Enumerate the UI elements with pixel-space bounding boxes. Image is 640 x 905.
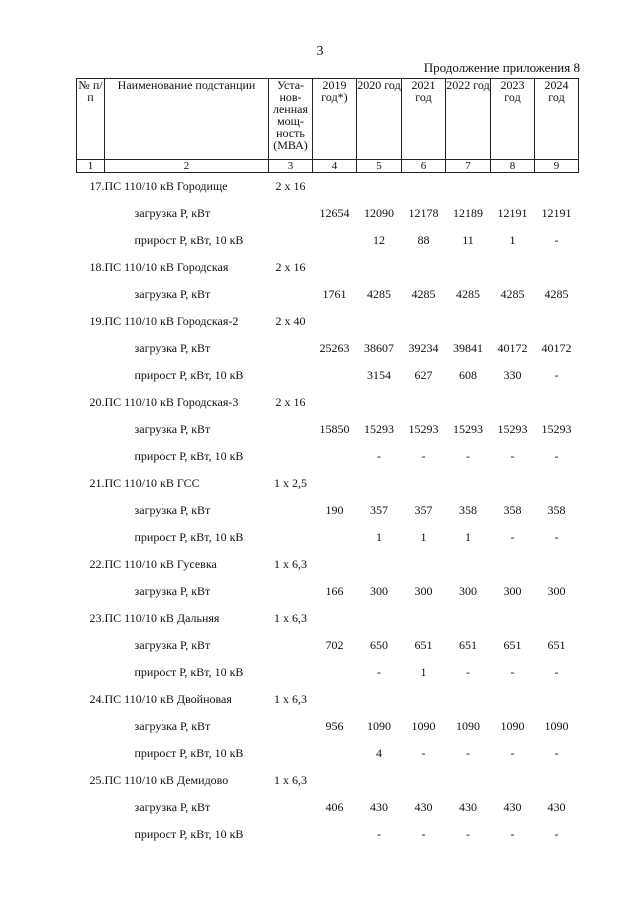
year-value <box>402 470 446 497</box>
year-value: 430 <box>547 800 566 814</box>
year-value <box>491 605 535 632</box>
table-row <box>77 200 579 227</box>
year-value <box>402 308 446 335</box>
year-value: 12191 <box>541 206 572 220</box>
table-row <box>77 362 579 389</box>
row-number <box>77 362 105 389</box>
row-number <box>77 443 105 470</box>
year-value: 1090 <box>544 719 569 733</box>
row-label: загрузка Р, кВт <box>134 800 211 814</box>
year-value: 4 <box>376 746 382 760</box>
year-value: - <box>421 746 426 760</box>
table-row <box>77 551 579 578</box>
year-value: 430 <box>503 800 522 814</box>
year-value: 15850 <box>319 422 350 436</box>
year-value: - <box>510 827 515 841</box>
year-value <box>446 767 491 794</box>
header-year-2019: 2019 год*) <box>313 79 357 160</box>
header-year-2023: 2023 год <box>491 79 535 160</box>
header-year-2020: 2020 год <box>357 79 402 160</box>
row-number <box>77 335 105 362</box>
year-value <box>313 227 357 254</box>
installed-power <box>269 416 313 443</box>
installed-power <box>269 578 313 605</box>
year-value <box>535 551 579 578</box>
header-year-2021: 2021 год <box>402 79 446 160</box>
year-value: 88 <box>417 233 430 247</box>
table-row <box>77 794 579 821</box>
year-value: 40172 <box>541 341 572 355</box>
column-number: 1 <box>77 160 105 173</box>
year-value: 1090 <box>500 719 525 733</box>
row-label: прирост Р, кВт, 10 кВ <box>134 233 244 247</box>
year-value: 25263 <box>319 341 350 355</box>
installed-power <box>269 497 313 524</box>
installed-power: 2 х 16 <box>275 260 306 274</box>
substation-name: ПС 110/10 кВ Городская <box>104 260 229 274</box>
table-row <box>77 524 579 551</box>
year-value: 651 <box>414 638 433 652</box>
row-number <box>77 227 105 254</box>
year-value: - <box>510 449 515 463</box>
year-value: - <box>510 530 515 544</box>
installed-power <box>269 443 313 470</box>
year-value: - <box>554 530 559 544</box>
year-value: 300 <box>459 584 477 598</box>
year-value: 358 <box>547 503 566 517</box>
installed-power: 2 х 16 <box>275 179 306 193</box>
table-row <box>77 254 579 281</box>
row-number <box>77 740 105 767</box>
year-value <box>535 686 579 713</box>
year-value <box>313 308 357 335</box>
year-value <box>446 173 491 201</box>
year-value <box>357 389 402 416</box>
year-value <box>446 470 491 497</box>
year-value: - <box>466 449 470 463</box>
row-number: 21. <box>89 476 105 490</box>
column-number: 5 <box>357 160 402 173</box>
year-value <box>402 551 446 578</box>
row-number <box>77 632 105 659</box>
year-value: 3154 <box>367 368 391 382</box>
row-label: загрузка Р, кВт <box>134 206 211 220</box>
year-value: 1761 <box>322 287 347 301</box>
row-label: прирост Р, кВт, 10 кВ <box>134 368 244 382</box>
year-value <box>313 821 357 848</box>
year-value: 1 <box>420 530 427 544</box>
row-number <box>77 713 105 740</box>
year-value: - <box>554 746 559 760</box>
year-value <box>491 173 535 201</box>
substation-name: ПС 110/10 кВ Дальняя <box>104 611 220 625</box>
year-value: 15293 <box>453 422 483 436</box>
year-value: 702 <box>325 638 344 652</box>
year-value <box>357 308 402 335</box>
table-row <box>77 335 579 362</box>
installed-power <box>269 335 313 362</box>
installed-power: 1 х 6,3 <box>274 611 307 625</box>
year-value: 12191 <box>497 206 528 220</box>
year-value: 357 <box>414 503 433 517</box>
year-value: 608 <box>459 368 477 382</box>
year-value <box>402 389 446 416</box>
year-value <box>357 470 402 497</box>
year-value <box>313 470 357 497</box>
header-name: Наименование подстанции <box>105 79 269 160</box>
installed-power <box>269 794 313 821</box>
page-number: 3 <box>316 44 324 59</box>
year-value <box>313 389 357 416</box>
year-value: 38607 <box>364 341 394 355</box>
table-row <box>77 416 579 443</box>
row-number <box>77 281 105 308</box>
year-value <box>313 254 357 281</box>
installed-power <box>269 281 313 308</box>
row-label: загрузка Р, кВт <box>134 584 211 598</box>
year-value: 430 <box>414 800 433 814</box>
row-label: прирост Р, кВт, 10 кВ <box>134 746 244 760</box>
year-value <box>313 659 357 686</box>
installed-power <box>269 632 313 659</box>
year-value: 300 <box>414 584 433 598</box>
year-value <box>491 254 535 281</box>
header-power: Уста-нов-ленная мощ-ность (МВА) <box>269 79 313 160</box>
year-value <box>402 173 446 201</box>
year-value: 1090 <box>411 719 436 733</box>
year-value <box>357 686 402 713</box>
year-value: 430 <box>370 800 388 814</box>
year-value <box>446 686 491 713</box>
column-number: 4 <box>313 160 357 173</box>
year-value <box>313 362 357 389</box>
row-label: загрузка Р, кВт <box>134 719 211 733</box>
row-number: 17. <box>89 179 105 193</box>
year-value <box>357 173 402 201</box>
year-value: 12090 <box>364 206 394 220</box>
year-value: 190 <box>325 503 344 517</box>
year-value: 4285 <box>411 287 436 301</box>
year-value <box>535 254 579 281</box>
year-value: 39841 <box>453 341 483 355</box>
column-number: 7 <box>446 160 491 173</box>
installed-power <box>269 227 313 254</box>
table-row <box>77 686 579 713</box>
year-value: 651 <box>503 638 522 652</box>
year-value: 39234 <box>408 341 439 355</box>
substation-name: ПС 110/10 кВ Двойновая <box>104 692 232 706</box>
year-value: 300 <box>370 584 388 598</box>
substation-name: ПС 110/10 кВ Городская-3 <box>104 395 239 409</box>
year-value: - <box>510 746 515 760</box>
row-number: 23. <box>89 611 105 625</box>
year-value <box>402 605 446 632</box>
table-row <box>77 389 579 416</box>
year-value: 300 <box>547 584 566 598</box>
year-value: 358 <box>459 503 477 517</box>
row-label: загрузка Р, кВт <box>134 503 211 517</box>
year-value: 300 <box>503 584 522 598</box>
year-value: 15293 <box>408 422 439 436</box>
row-number <box>77 200 105 227</box>
row-label: прирост Р, кВт, 10 кВ <box>134 530 244 544</box>
year-value: - <box>421 449 426 463</box>
year-value: 4285 <box>367 287 391 301</box>
column-number: 2 <box>105 160 269 173</box>
row-number <box>77 578 105 605</box>
installed-power <box>269 821 313 848</box>
year-value <box>491 551 535 578</box>
table-row <box>77 227 579 254</box>
table-row <box>77 713 579 740</box>
year-value <box>535 389 579 416</box>
table-row <box>77 470 579 497</box>
row-number: 22. <box>89 557 105 571</box>
row-number <box>77 821 105 848</box>
year-value <box>313 173 357 201</box>
year-value: 12 <box>373 233 385 247</box>
year-value: 330 <box>503 368 522 382</box>
installed-power: 1 х 6,3 <box>274 692 307 706</box>
row-label: загрузка Р, кВт <box>134 287 211 301</box>
year-value: - <box>421 827 426 841</box>
year-value: 1 <box>420 665 427 679</box>
year-value: 12178 <box>408 206 439 220</box>
year-value: - <box>554 449 559 463</box>
year-value: 358 <box>503 503 522 517</box>
year-value <box>313 524 357 551</box>
installed-power <box>269 740 313 767</box>
year-value: 1090 <box>456 719 480 733</box>
year-value: - <box>466 827 470 841</box>
table-row <box>77 821 579 848</box>
table-row <box>77 767 579 794</box>
table-row <box>77 173 579 201</box>
installed-power <box>269 524 313 551</box>
year-value: - <box>377 827 381 841</box>
year-value <box>313 767 357 794</box>
installed-power <box>269 659 313 686</box>
year-value <box>491 389 535 416</box>
year-value: 650 <box>370 638 388 652</box>
year-value <box>313 740 357 767</box>
substation-name: ПС 110/10 кВ Городская-2 <box>104 314 239 328</box>
row-number <box>77 497 105 524</box>
year-value <box>535 470 579 497</box>
row-number: 25. <box>89 773 105 787</box>
installed-power: 1 х 2,5 <box>274 476 307 490</box>
year-value: 4285 <box>456 287 480 301</box>
substation-name: ПС 110/10 кВ ГСС <box>104 476 200 490</box>
row-label: прирост Р, кВт, 10 кВ <box>134 665 244 679</box>
year-value <box>491 686 535 713</box>
year-value: 651 <box>547 638 566 652</box>
year-value <box>491 470 535 497</box>
table-row <box>77 578 579 605</box>
row-label: прирост Р, кВт, 10 кВ <box>134 827 244 841</box>
year-value: 11 <box>462 233 474 247</box>
installed-power: 2 х 40 <box>275 314 306 328</box>
year-value <box>491 308 535 335</box>
substation-load-table <box>76 78 579 848</box>
column-number: 9 <box>535 160 579 173</box>
year-value: 1 <box>376 530 382 544</box>
year-value: - <box>554 368 559 382</box>
year-value: 1 <box>509 233 516 247</box>
year-value <box>446 254 491 281</box>
year-value: - <box>466 665 470 679</box>
year-value: 166 <box>325 584 344 598</box>
row-number: 24. <box>89 692 105 706</box>
year-value: 15293 <box>364 422 394 436</box>
year-value: - <box>554 665 559 679</box>
installed-power <box>269 713 313 740</box>
year-value: - <box>554 233 559 247</box>
table-row <box>77 308 579 335</box>
year-value: 1 <box>465 530 471 544</box>
year-value: 651 <box>459 638 477 652</box>
row-label: загрузка Р, кВт <box>134 638 211 652</box>
header-year-2022: 2022 год <box>446 79 491 160</box>
year-value: - <box>554 827 559 841</box>
row-number <box>77 524 105 551</box>
year-value <box>402 686 446 713</box>
year-value <box>357 605 402 632</box>
year-value <box>535 173 579 201</box>
year-value <box>357 254 402 281</box>
header-year-2024: 2024 год <box>535 79 579 160</box>
row-label: загрузка Р, кВт <box>134 422 211 436</box>
year-value: 12189 <box>453 206 483 220</box>
column-number-row <box>77 160 579 173</box>
year-value <box>446 308 491 335</box>
year-value: 406 <box>325 800 344 814</box>
year-value <box>313 686 357 713</box>
installed-power <box>269 200 313 227</box>
table-body <box>77 173 579 849</box>
year-value <box>402 254 446 281</box>
year-value: - <box>466 746 470 760</box>
row-number: 18. <box>89 260 105 274</box>
column-number: 3 <box>269 160 313 173</box>
year-value <box>535 308 579 335</box>
substation-name: ПС 110/10 кВ Гусевка <box>104 557 217 571</box>
year-value: - <box>377 449 381 463</box>
column-number: 6 <box>402 160 446 173</box>
year-value: 627 <box>414 368 433 382</box>
year-value: 357 <box>370 503 388 517</box>
row-number <box>77 659 105 686</box>
row-number <box>77 416 105 443</box>
year-value <box>313 551 357 578</box>
year-value <box>535 767 579 794</box>
substation-name: ПС 110/10 кВ Городище <box>104 179 228 193</box>
year-value: 12654 <box>319 206 350 220</box>
year-value: - <box>377 665 381 679</box>
year-value <box>535 605 579 632</box>
table-row <box>77 443 579 470</box>
year-value <box>313 605 357 632</box>
table-row <box>77 659 579 686</box>
installed-power: 2 х 16 <box>275 395 306 409</box>
year-value <box>446 389 491 416</box>
year-value: 40172 <box>497 341 528 355</box>
table-row <box>77 605 579 632</box>
year-value: 4285 <box>544 287 569 301</box>
year-value <box>357 767 402 794</box>
installed-power: 1 х 6,3 <box>274 773 307 787</box>
row-label: прирост Р, кВт, 10 кВ <box>134 449 244 463</box>
row-number: 20. <box>89 395 105 409</box>
table-row <box>77 632 579 659</box>
header-num: № п/п <box>77 79 105 160</box>
year-value: 15293 <box>541 422 572 436</box>
year-value <box>402 767 446 794</box>
year-value: 15293 <box>497 422 528 436</box>
table-header-row <box>77 79 579 160</box>
year-value <box>491 767 535 794</box>
year-value: 1090 <box>367 719 391 733</box>
year-value <box>446 605 491 632</box>
column-number: 8 <box>491 160 535 173</box>
table-row <box>77 740 579 767</box>
year-value <box>357 551 402 578</box>
installed-power <box>269 362 313 389</box>
year-value: - <box>510 665 515 679</box>
row-number <box>77 794 105 821</box>
continuation-note: Продолжение приложения 8 <box>423 60 580 75</box>
row-number: 19. <box>89 314 105 328</box>
year-value <box>313 443 357 470</box>
substation-name: ПС 110/10 кВ Демидово <box>104 773 229 787</box>
year-value: 430 <box>459 800 477 814</box>
year-value <box>446 551 491 578</box>
year-value: 4285 <box>500 287 525 301</box>
installed-power: 1 х 6,3 <box>274 557 307 571</box>
year-value: 956 <box>325 719 344 733</box>
table-row <box>77 497 579 524</box>
table-row <box>77 281 579 308</box>
row-label: загрузка Р, кВт <box>134 341 211 355</box>
